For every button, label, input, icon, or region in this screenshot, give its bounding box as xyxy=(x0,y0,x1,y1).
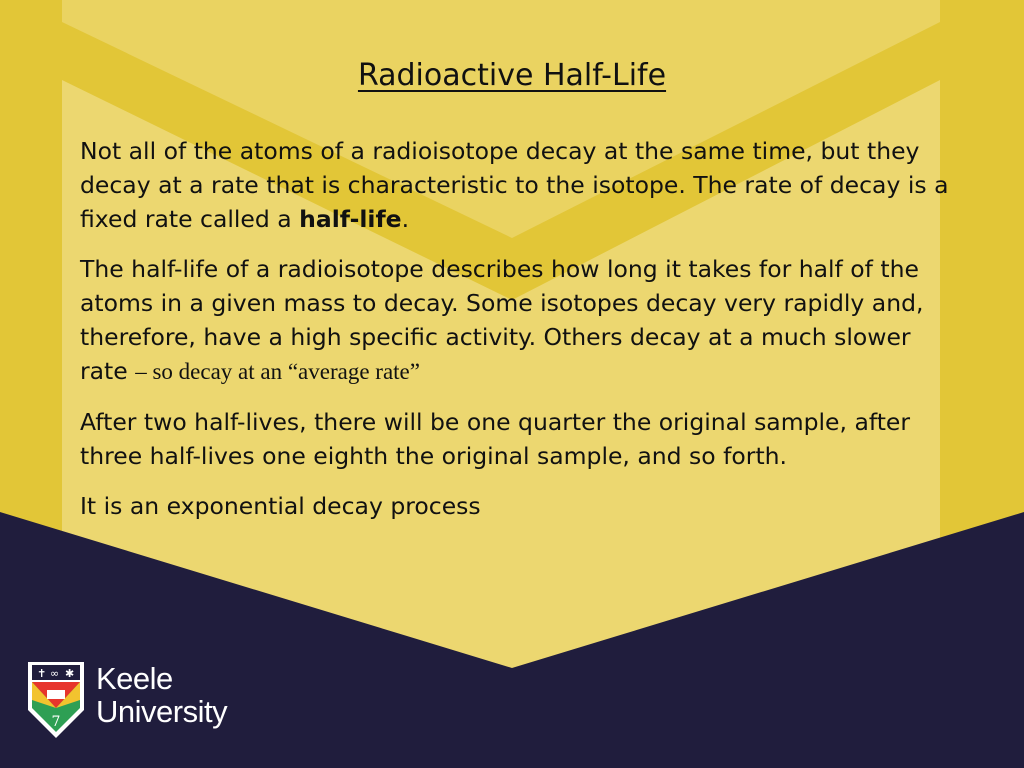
paragraph-1 xyxy=(80,134,960,236)
university-crest-icon xyxy=(26,660,86,740)
svg-text:✱: ✱ xyxy=(65,667,75,680)
paragraph-1-end: . xyxy=(401,205,410,233)
slide-title: Radioactive Half-Life xyxy=(357,58,667,93)
svg-text:∞: ∞ xyxy=(50,667,60,680)
half-life-term: half-life xyxy=(299,205,402,233)
paragraph-2-text: The half-life of a radioisotope describes how long it takes for half of the atoms in a given mass to decay. Some isotopes decay very rapidly and, therefore, have a high specific activity. Others decay at a much slower rate xyxy=(80,255,924,385)
paragraph-4: It is an exponential decay process xyxy=(80,492,481,520)
logo-line-2: University xyxy=(96,694,228,729)
paragraph-2-serif-note: – so decay at an “average rate” xyxy=(135,359,420,384)
paragraph-2 xyxy=(80,252,960,389)
paragraph-3: After two half-lives, there will be one quarter the original sample, after three half-lives one eighth the original sample, and so forth. xyxy=(80,408,911,470)
keele-university-logo xyxy=(26,660,266,740)
svg-text:✝: ✝ xyxy=(37,667,47,680)
slide-body xyxy=(80,134,960,539)
crest-number: 7 xyxy=(51,714,61,730)
logo-line-1: Keele xyxy=(96,661,173,696)
paragraph-1-text: Not all of the atoms of a radioisotope decay at the same time, but they decay at a rate that is characteristic to the isotope. The rate of decay is a fixed rate called a xyxy=(80,137,949,233)
university-wordmark xyxy=(96,662,227,728)
